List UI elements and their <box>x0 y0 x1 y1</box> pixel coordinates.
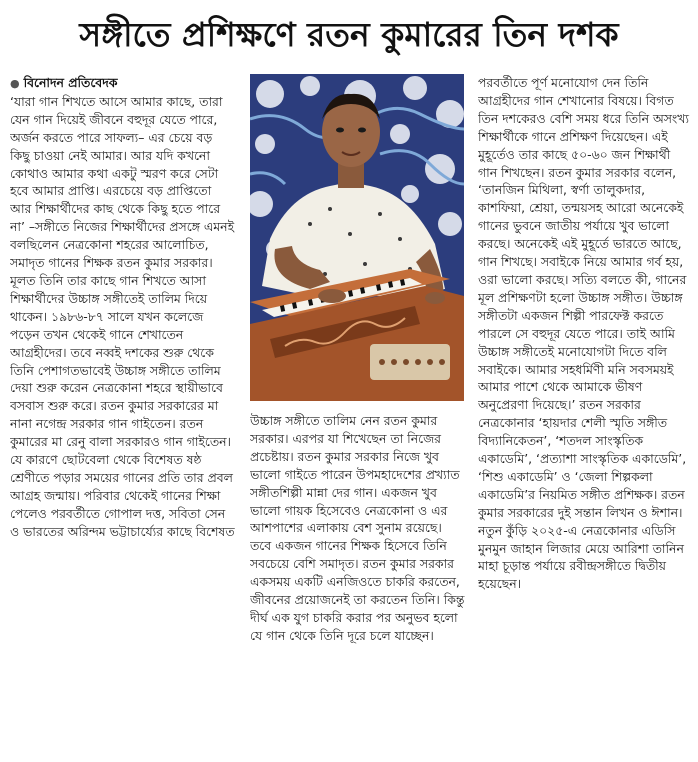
article-column-3 <box>478 74 690 756</box>
byline-text: বিনোদন প্রতিবেদক <box>23 75 118 90</box>
article-column-1 <box>10 74 235 756</box>
headline: সঙ্গীতে প্রশিক্ষণে রতন কুমারের তিন দশক <box>79 15 619 54</box>
article-photo <box>250 74 464 401</box>
article-text-1: ‘যারা গান শিখতে আসে আমার কাছে, তারা যেন গান দিয়েই জীবনে বহুদূর যেতে পারে, অর্জন করতে পারে সাফল্য– এর চেয়ে বড় কিছু চাওয়া নেই আমার। আর যদি কখনো কোথাও আমার কথা একটু স্মরণ করে সেটা হবে আমার প্রাপ্তি। এরচেয়ে বড় প্রাপ্তিতো আর শিক্ষার্থীদের কাছ থেকে কিছু হতে পারে না’ –সঙ্গীতে নিজের শিক্ষার্থীদের প্রসঙ্গে এমনই বলছিলেন নেত্রকোনা শহরের আলোচিত, সমাদৃত গানের শিক্ষক রতন কুমার সরকার। মূলত তিনি তার কাছে গান শিখতে আসা শিক্ষার্থীদের উচ্চাঙ্গ সঙ্গীতেই তালিম দিয়ে থাকেন। ১৯৮৬-৮৭ সালে যখন কলেজে পড়েন তখন থেকেই গানে শেখাতেন আগ্রহীদের। তবে নব্বই দশকের শুরু থেকে তিনি পেশাগতভাবেই উচ্চাঙ্গ সঙ্গীতে তালিম দেয়া শুরু করেন নেত্রকোনা শহরে স্থায়ীভাবে বসবাস শুরু করে। রতন কুমার সরকারের মা নানা নগেন্দ্র সরকার গান গাইতেন। রতন কুমারের মা রেনু বালা সরকারও গান গাইতেন। যে কারণে ছোটবেলা থেকে বিশেষত ষষ্ঠ শ্রেণীতে পড়ার সময়ের গানের প্রতি তার প্রবল আগ্রহ জন্মায়। পরিবার থেকেই গানের শিক্ষা পেলেও পরবর্তীতে গোপাল দত্ত, সবিতা সেন ও ভারতের অরিন্দম ভট্টাচার্য্যের কাছে বিশেষত <box>10 93 235 539</box>
harmonium-player-illustration <box>250 74 464 401</box>
bullet-icon: ● <box>10 77 20 90</box>
article-text-2: উচ্চাঙ্গ সঙ্গীতে তালিম নেন রতন কুমার সরকার। এরপর যা শিখেছেন তা নিজের প্রচেষ্টায়। রতন কুমার সরকার নিজে খুব ভালো গাইতে পারেন উপমহাদেশের প্রখ্যাত সঙ্গীতশিল্পী মান্না দের গান। একজন খুব ভালো গায়ক হিসেবেও নেত্রকোনা ও এর আশপাশের এলাকায় বেশ সুনাম রয়েছে। তবে একজন গানের শিক্ষক হিসেবে তিনি সবচেয়ে বেশি সমাদৃত। রতন কুমার সরকার একসময় একটি এনজিওতে চাকরি করতেন, জীবনের প্রয়োজনেই তা করতেন তিনি। কিন্তু দীর্ঘ এক যুগ চাকরি করার পর অনুভব হলো যে গান থেকে তিনি দূরে চলে যাচ্ছেন। <box>250 413 465 643</box>
article-text-3: পরবর্তীতে পূর্ণ মনোযোগ দেন তিনি আগ্রহীদের গান শেখানোর বিষয়ে। বিগত তিন দশকেরও বেশি সময় ধরে তিনি অসংখ্য শিক্ষার্থীকে গানে প্রশিক্ষণ দিয়েছেন। এই মুহূর্তেও তার কাছে ৫০-৬০ জন শিক্ষার্থী গান শিখছেন। রতন কুমার সরকার বলেন, ‘তানজিন মিথিলা, স্বর্ণা তালুকদার, কাশফিয়া, শ্রেয়া, তন্ময়সহ আরো অনেকেই গানের ভুবনে জাতীয় পর্যায়ে খুব ভালো করছে। অনেকেই এই মুহূর্তে ভারতে আছে, গান শিখছে। সবাইকে নিয়ে আমার গর্ব হয়, ওরা ভালো করছে। সত্যি বলতে কী, গানের মূল প্রশিক্ষণটা হলো উচ্চাঙ্গ সঙ্গীত। উচ্চাঙ্গ সঙ্গীতটা একজন শিল্পী পারফেক্ট করতে পারলে সে বহুদূর যেতে পারে। তাই আমি উচ্চাঙ্গ সঙ্গীতেই মনোযোগটা দিতে বলি সবাইকে। আমার সহধর্মিণী মনি সবসময়ই আমার পাশে থেকে আমাকে ভীষণ অনুপ্রেরণা দিয়েছে।’ রতন সরকার নেত্রকোনার ‘হায়দার শেলী স্মৃতি সঙ্গীত বিদ্যানিকেতন’, ‘শতদল সাংস্কৃতিক একাডেমি’, ‘প্রত্যাশা সাংস্কৃতিক একাডেমি’, ‘শিশু একাডেমি’ ও ‘জেলা শিল্পকলা একাডেমি’র নিয়মিত সঙ্গীত প্রশিক্ষক। রতন কুমার সরকারের দুই সন্তান লিখন ও ঈশান। নতুন কুঁড়ি ২০২৫-এ নেত্রকোনার এডিসি মুনমুন জাহান লিজার মেয়ে আরিশা তানিন মাহা চূড়ান্ত পর্যায়ে রবীন্দ্রসঙ্গীতে দ্বিতীয় হয়েছেন। <box>478 75 689 592</box>
byline <box>10 74 235 93</box>
article-column-2 <box>250 412 465 756</box>
